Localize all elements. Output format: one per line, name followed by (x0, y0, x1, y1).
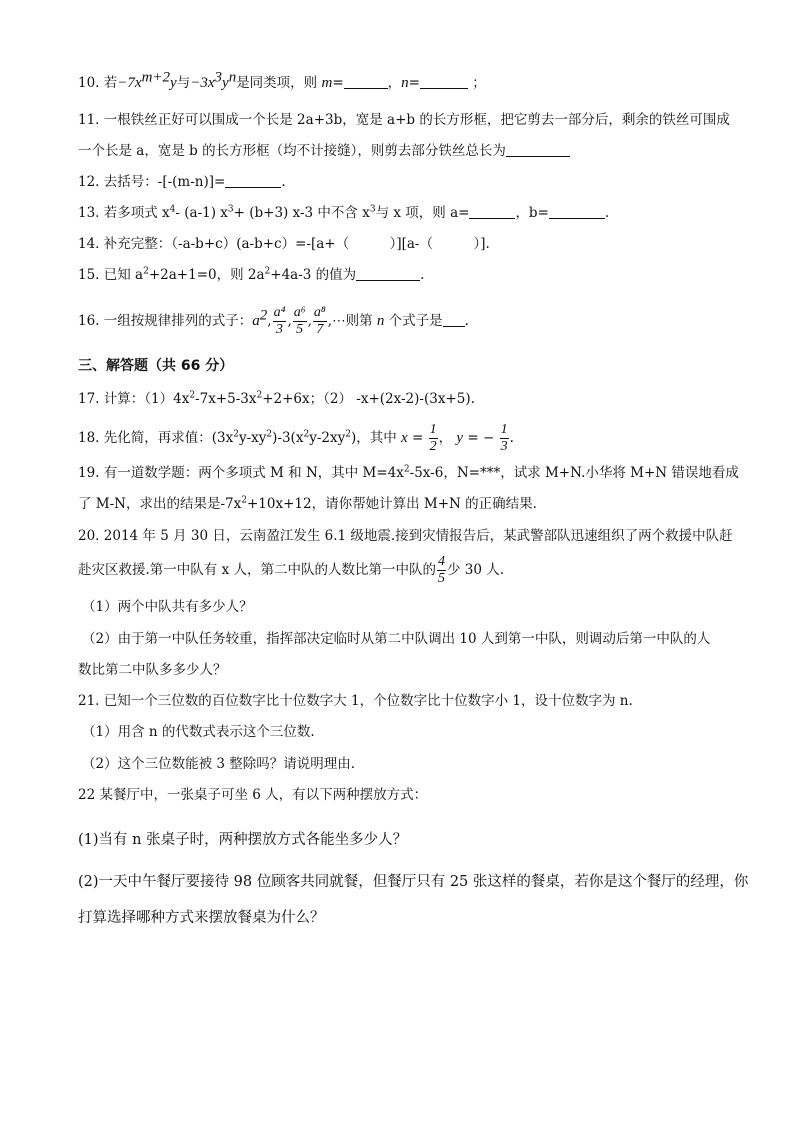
question-10: 10. 若$-7x^{m+2}y$与$-3x^3y^n$是同类项，则 m= ，n= ； (78, 69, 486, 91)
question-21: 21. 已知一个三位数的百位数字比十位数字大 1，个位数字比十位数字小 1，设十位数字为 n. (78, 693, 633, 709)
question-11: 11. 一根铁丝正好可以围成一个长是 2a+3b，宽是 a+b 的长方形框，把它剪去一部分后，剩余的铁丝可围成 (78, 112, 730, 128)
answer-blank[interactable] (356, 266, 420, 281)
question-21-part-1: （1）用含 n 的代数式表示这个三位数. (82, 724, 315, 740)
answer-blank[interactable] (506, 142, 570, 157)
section-heading: 三、解答题（共 66 分） (78, 358, 234, 374)
fraction: $\frac{\text{a⁴}}{3}$ (273, 305, 286, 337)
question-22: 22 某餐厅中，一张桌子可坐 6 人，有以下两种摆放方式： (78, 787, 428, 803)
answer-blank[interactable] (344, 74, 388, 89)
question-22-part-2: (2)一天中午餐厅要接待 98 位顾客共同就餐，但餐厅只有 25 张这样的餐桌，若你是这个餐厅的经理，你 (78, 874, 749, 890)
question-19: 19. 有一道数学题：两个多项式 M 和 N，其中 $M=4x^2-5x-6$，N=***，试求 M+N.小华将 M+N 错误地看成 (78, 464, 739, 481)
fraction: $\frac{\text{a⁸}}{7}$ (313, 305, 326, 337)
question-20-part-2: （2）由于第一中队任务较重，指挥部决定临时从第二中队调出 10 人到第一中队，则调动后第一中队的人 (82, 631, 711, 647)
answer-blank[interactable] (549, 204, 605, 219)
question-20-part-2-cont: 数比第二中队多多少人？ (78, 662, 227, 678)
question-13: 13. 若多项式 $x^4-$ (a-1) $x^3+ (b+3)$ x-3 中不含 $x^3$与 x 项，则 a= ，b= . (78, 204, 610, 221)
question-12: 12. 去括号：-[-(m-n)]= . (78, 174, 286, 190)
answer-blank[interactable] (420, 74, 468, 89)
question-20: 20. 2014 年 5 月 30 日，云南盈江发生 6.1 级地震.接到灾情报告后，某武警部队迅速组织了两个救援中队赶 (78, 528, 733, 544)
question-18: 18. 先化简，再求值：$(3x^2y-xy^2)-3(x^2y-2xy^2)$，其中 x = $\frac{1}{2}$ ， y = − $\frac{1}{3}$ . (78, 422, 514, 454)
question-15: 15. 已知 $a^2+2a+1=0$，则 $2a^2+4a-3$ 的值为 . (78, 266, 425, 283)
question-11-cont: 一个长是 a，宽是 b 的长方形框（均不计接缝），则剪去部分铁丝总长为 (78, 142, 570, 160)
question-20-part-1: （1）两个中队共有多少人？ (82, 599, 253, 615)
answer-blank[interactable] (225, 173, 281, 188)
fraction: $\frac{4}{5}$ (438, 554, 445, 586)
fraction: $\frac{\text{a⁶}}{5}$ (293, 305, 306, 337)
question-17: 17. 计算：$(1)4x^2-7x+5-3x^2+2+6x$；（2） -x+(2x-2)-(3x+5). (78, 390, 475, 407)
question-14: 14. 补充完整：（-a-b+c）(a-b+c）=-[a+（ ）][a-（ ）]. (78, 236, 490, 252)
question-22-part-2-cont: 打算选择哪种方式来摆放餐桌为什么？ (78, 910, 325, 926)
question-20-cont: 赴灾区救援.第一中队有 x 人，第二中队的人数比第一中队的 $\frac{4}{5}$ 少 30 人. (78, 554, 505, 586)
fraction: $\frac{1}{3}$ (500, 422, 508, 454)
question-19-cont: 了 M-N，求出的结果是$-7x^2+10x+12$，请你帮她计算出 M+N 的正确结果. (78, 495, 537, 512)
question-16: 16. 一组按规律排列的式子：$a^2$, $\frac{\text{a⁴}}{3}$ , $\frac{\text{a⁶}}{5}$ , $\frac{\text{a⁸}}{7}$ ,⋯则第 n 个式子是 . (78, 305, 469, 337)
fraction: $\frac{1}{2}$ (429, 422, 437, 454)
question-21-part-2: （2）这个三位数能被 3 整除吗？请说明理由. (82, 756, 356, 772)
answer-blank[interactable] (469, 204, 515, 219)
answer-blank[interactable] (443, 312, 465, 327)
question-22-part-1: (1)当有 n 张桌子时，两种摆放方式各能坐多少人？ (78, 832, 408, 848)
